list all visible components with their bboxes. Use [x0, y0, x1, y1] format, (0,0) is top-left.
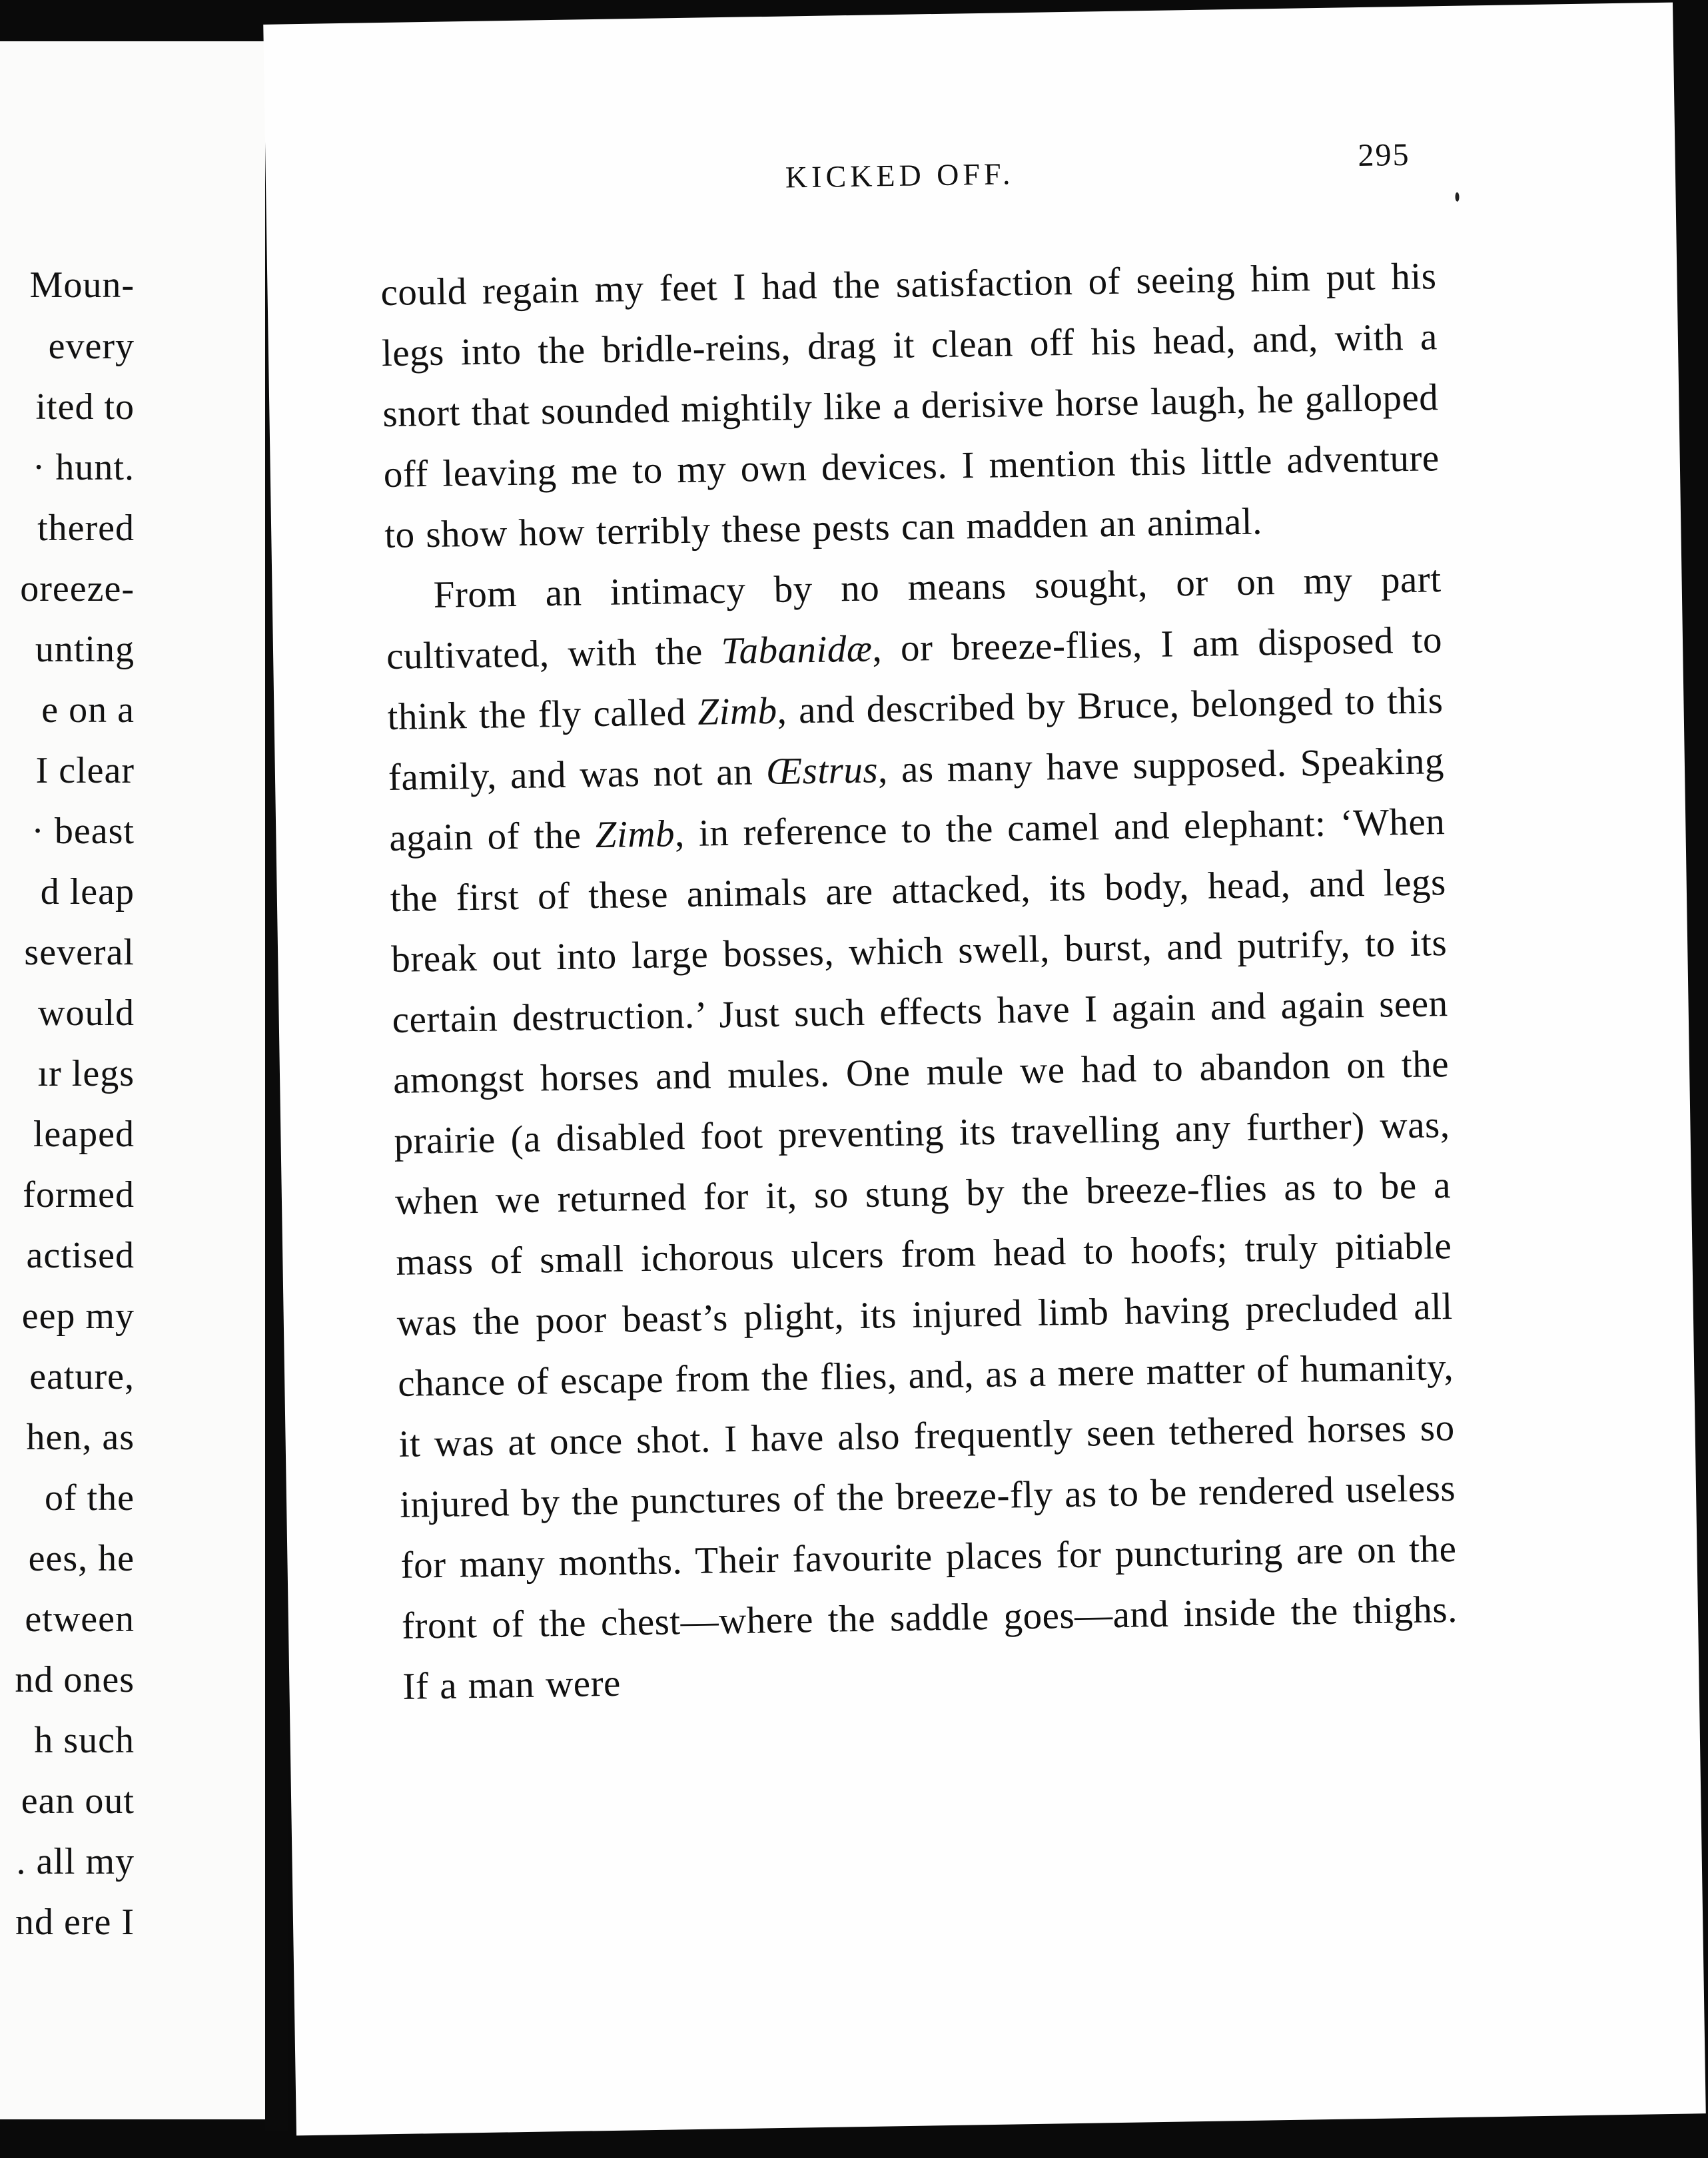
left-line: nd ere I [15, 1902, 135, 1943]
left-line: oreeze- [20, 568, 135, 609]
left-line: ees, he [28, 1538, 135, 1579]
paragraph-2 [385, 549, 1459, 1717]
left-line: eep my [21, 1295, 135, 1337]
left-line: unting [35, 629, 135, 670]
p2-text-d: , as many have supposed. Speaking again of the [388, 740, 1445, 859]
paragraph-1: could regain my feet I had the satisfaction of seeing him put his legs into the bridle-reins, drag it clean off his head, and, with a snort that sounded mightily like a derisive horse laugh, he galloped off leaving me to my own devices. I mention this little adventure to show how terribly these pests can madden an animal. [380, 255, 1440, 557]
right-page [263, 3, 1706, 2136]
left-line: ır legs [37, 1053, 135, 1094]
left-line: · beast [31, 811, 135, 852]
zimb-italic-2: Zimb [595, 813, 675, 857]
page-number: 295 [1358, 137, 1410, 174]
left-line: actised [26, 1235, 135, 1276]
left-line: d leap [40, 871, 135, 912]
running-head: KICKED OFF. [785, 157, 1015, 194]
left-line: etween [25, 1599, 135, 1640]
left-line: would [38, 992, 135, 1034]
oestrus-italic: Œstrus [765, 749, 879, 793]
p2-text-b: , or breeze-flies, I am disposed to think the fly called [387, 619, 1443, 739]
left-line: ited to [35, 386, 135, 428]
left-facing-page [0, 41, 265, 2119]
left-line: eature, [29, 1356, 135, 1397]
ink-speck [1455, 192, 1459, 202]
left-line: formed [23, 1174, 135, 1216]
left-line: · hunt. [32, 447, 135, 488]
zimb-italic: Zimb [697, 689, 778, 733]
left-line: I clear [35, 750, 135, 791]
left-line: e on a [41, 689, 135, 731]
left-line: nd ones [15, 1659, 135, 1700]
left-line: . all my [16, 1841, 135, 1882]
p2-text-e: , in reference to the camel and elephant: ‘When the first of these animals are attacked, its body, head, and legs break out into large bosses, which swell, burst, and putrify, to its certain destruction.’ Just such effects have I again and again seen amongst horses and mules. One mule we had to abandon on the prairie (a disabled foot preventing its travelling any further) was, when we returned for it, so stung by the breeze-flies as to be a mass of small ichorous ulcers from head to hoofs; truly pitiable was the poor beast’s plight, its injured limb having precluded all chance of escape from the flies, and, as a mere matter of humanity, it was at once shot. I have also frequently seen tethered horses so injured by the punctures of the breeze-fly as to be rendered useless for many months. Their favourite places for puncturing are on the front of the chest—where the saddle goes—and inside the thighs. If a man were [390, 801, 1458, 1708]
body-text [380, 246, 1459, 1717]
p2-text-a: From an intimacy by no means sought, or on my part cultivated, with the [386, 558, 1442, 678]
tabanidae-italic: Tabanidæ [721, 627, 873, 673]
left-line: of the [44, 1477, 135, 1519]
p2-text-c: , and described by Bruce, belonged to this family, and was not an [388, 679, 1444, 799]
left-line: leaped [33, 1114, 135, 1155]
left-line: Moun- [29, 264, 135, 306]
left-line: several [24, 932, 135, 973]
left-line: thered [37, 508, 135, 549]
left-line: h such [34, 1720, 135, 1761]
left-line: every [48, 326, 135, 367]
left-line: hen, as [26, 1417, 135, 1458]
left-line: ean out [21, 1780, 135, 1822]
